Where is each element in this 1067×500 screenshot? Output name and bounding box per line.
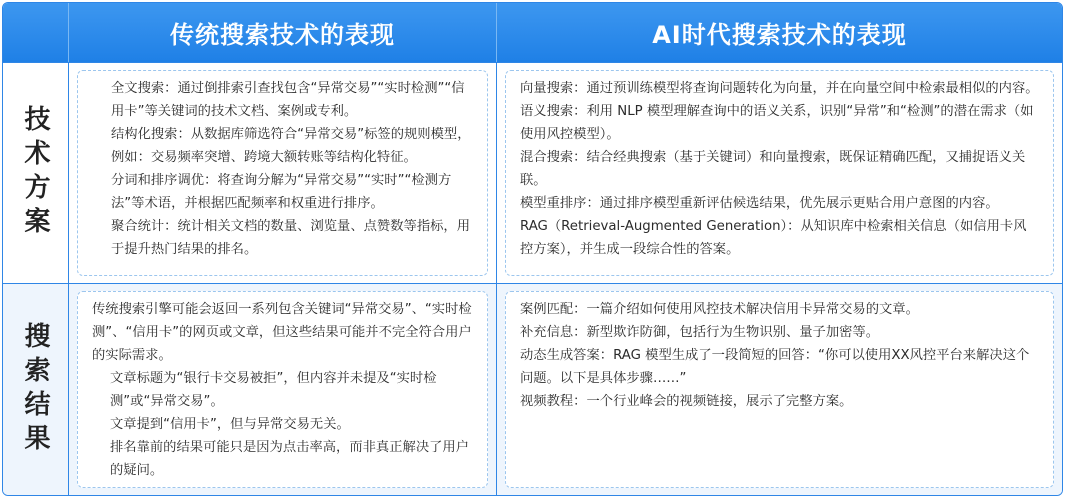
cell-ai-result — [497, 283, 1062, 495]
ai-result-item: 动态生成答案：RAG 模型生成了一段简短的回答：“你可以使用XX风控平台来解决这个问题。以下是具体步骤……” — [520, 348, 1030, 386]
ai-result-item: 补充信息：新型欺诈防御，包括行为生物识别、量子加密等。 — [520, 325, 880, 340]
cell-traditional-tech — [69, 62, 497, 283]
ai-tech-item: 模型重排序：通过排序模型重新评估候选结果，优先展示更贴合用户意图的内容。 — [520, 196, 999, 211]
ai-tech-item: RAG（Retrieval-Augmented Generation）：从知识库中检索相关信息（如信用卡风控方案），并生成一段综合性的答案。 — [520, 219, 1027, 257]
row-label-tech-text: 技术方案 — [20, 105, 50, 241]
comparison-table — [2, 2, 1063, 496]
ai-tech-item: 向量搜索：通过预训练模型将查询问题转化为向量，并在向量空间中检索最相似的内容。 — [520, 81, 1039, 96]
header-corner — [3, 3, 69, 62]
traditional-result-box — [77, 291, 488, 488]
traditional-tech-box — [77, 70, 488, 276]
ai-result-box — [505, 291, 1054, 488]
row-label-result-text: 搜索结果 — [20, 321, 50, 458]
ai-tech-item: 混合搜索：结合经典搜索（基于关键词）和向量搜索，既保证精确匹配，又捕捉语义关联。 — [520, 150, 1026, 188]
ai-tech-box — [505, 70, 1054, 276]
traditional-result-intro: 传统搜索引擎可能会返回一系列包含关键词“异常交易”、“实时检测”、“信用卡”的网页或文章，但这些结果可能并不完全符合用户的实际需求。 — [92, 302, 472, 363]
traditional-result-item: 文章标题为“银行卡交易被拒”，但内容并未提及“实时检测”或“异常交易”。 — [110, 371, 437, 409]
row-label-tech — [3, 62, 69, 283]
traditional-tech-item: 结构化搜索：从数据库筛选符合“异常交易”标签的规则模型，例如：交易频率突增、跨境大额转账等结构化特征。 — [111, 127, 471, 165]
header-ai: AI时代搜索技术的表现 — [497, 3, 1062, 62]
cell-ai-tech — [497, 62, 1062, 283]
cell-traditional-result — [69, 283, 497, 495]
ai-result-item: 视频教程：一个行业峰会的视频链接，展示了完整方案。 — [520, 394, 853, 409]
traditional-result-item: 排名靠前的结果可能只是因为点击率高，而非真正解决了用户的疑问。 — [110, 440, 470, 478]
traditional-tech-item: 分词和排序调优：将查询分解为“异常交易”“实时”“检测方法”等术语，并根据匹配频率和权重进行排序。 — [111, 173, 452, 211]
header-traditional: 传统搜索技术的表现 — [69, 3, 497, 62]
traditional-tech-item: 聚合统计：统计相关文档的数量、浏览量、点赞数等指标，用于提升热门结果的排名。 — [111, 219, 471, 257]
traditional-result-item: 文章提到“信用卡”，但与异常交易无关。 — [110, 417, 350, 432]
row-label-result — [3, 283, 69, 495]
ai-tech-item: 语义搜索：利用 NLP 模型理解查询中的语义关系，识别“异常”和“检测”的潜在需求（如使用风控模型）。 — [520, 104, 1034, 142]
traditional-tech-item: 全文搜索：通过倒排索引查找包含“异常交易”“实时检测”“信用卡”等关键词的技术文档、案例或专利。 — [111, 81, 465, 119]
ai-result-item: 案例匹配：一篇介绍如何使用风控技术解决信用卡异常交易的文章。 — [520, 302, 919, 317]
